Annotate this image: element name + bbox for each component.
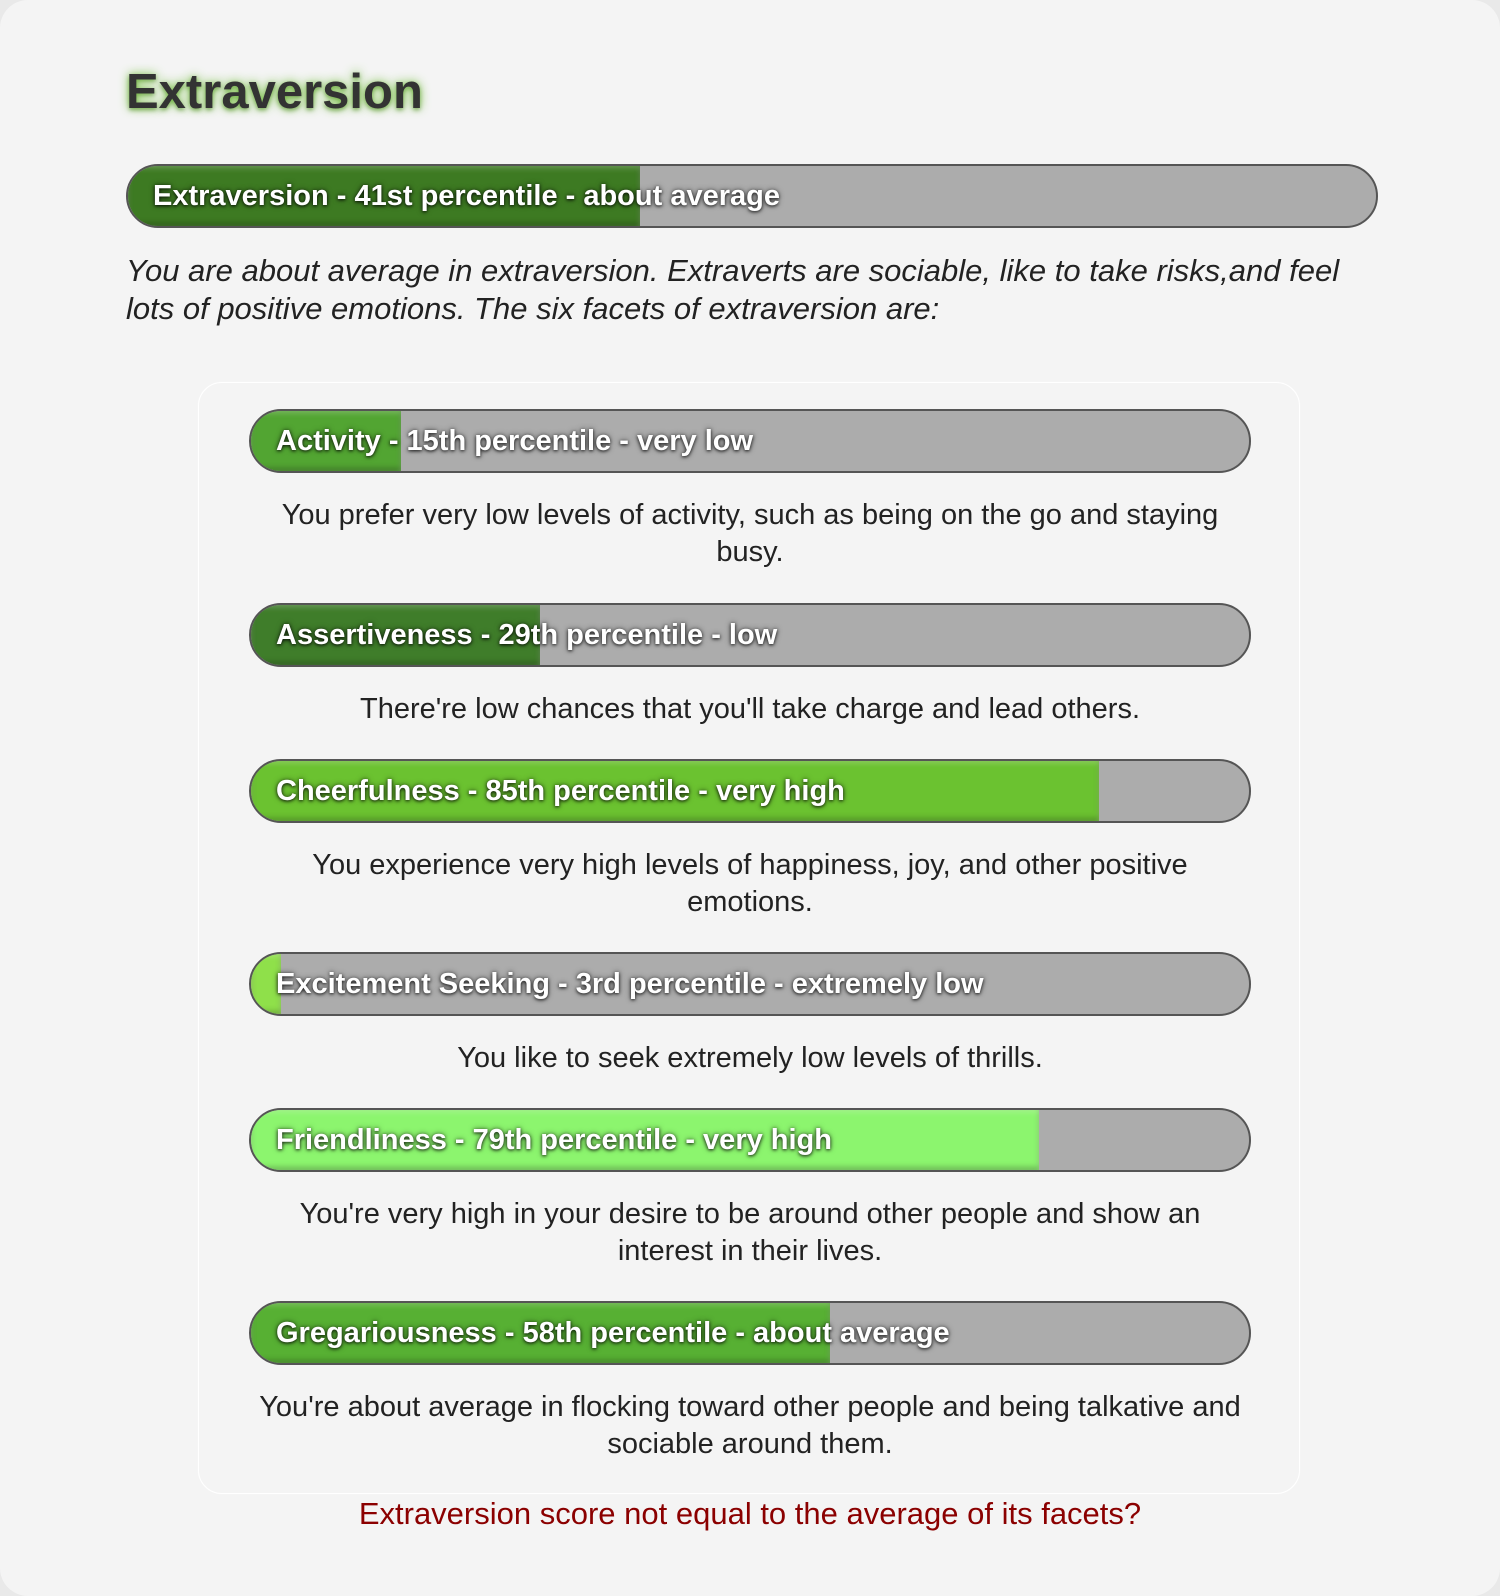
facet-excitement-seeking bbox=[249, 952, 1251, 1077]
facet-bar-label: Assertiveness - 29th percentile - low bbox=[276, 618, 778, 651]
facet-description: You're about average in flocking toward other people and being talkative and sociable around them. bbox=[259, 1391, 1241, 1460]
trait-percentile-label: Extraversion - 41st percentile - about average bbox=[153, 179, 780, 212]
facet-cheerfulness bbox=[249, 759, 1251, 921]
facet-bar bbox=[249, 603, 1251, 667]
facet-friendliness bbox=[249, 1108, 1251, 1270]
facet-gregariousness bbox=[249, 1301, 1251, 1463]
facet-bar-label: Friendliness - 79th percentile - very high bbox=[276, 1123, 832, 1156]
facet-bar bbox=[249, 1301, 1251, 1365]
page-title: Extraversion bbox=[126, 65, 423, 119]
facet-activity bbox=[249, 409, 1251, 571]
facet-assertiveness bbox=[249, 603, 1251, 728]
facet-bar bbox=[249, 1108, 1251, 1172]
facet-bar bbox=[249, 409, 1251, 473]
facet-bar-label: Gregariousness - 58th percentile - about average bbox=[276, 1316, 950, 1349]
trait-description: You are about average in extraversion. Extraverts are sociable, like to take risks,and feel lots of positive emotions. The six facets of extraversion are: bbox=[126, 253, 1340, 326]
trait-section bbox=[126, 60, 1378, 328]
facet-bar-label: Excitement Seeking - 3rd percentile - extremely low bbox=[276, 967, 984, 1000]
facets-panel bbox=[198, 382, 1300, 1494]
facet-bar bbox=[249, 952, 1251, 1016]
trait-percentile-bar bbox=[126, 164, 1378, 228]
facet-bar-label: Cheerfulness - 85th percentile - very high bbox=[276, 774, 845, 807]
facet-description: You like to seek extremely low levels of thrills. bbox=[457, 1042, 1043, 1074]
facet-description: You're very high in your desire to be around other people and show an interest in their lives. bbox=[299, 1198, 1201, 1267]
facet-description: You prefer very low levels of activity, such as being on the go and staying busy. bbox=[281, 499, 1219, 568]
facet-average-info-link[interactable]: Extraversion score not equal to the average of its facets? bbox=[358, 1496, 1142, 1531]
facet-bar bbox=[249, 759, 1251, 823]
facet-description: There're low chances that you'll take charge and lead others. bbox=[359, 693, 1141, 725]
facet-description: You experience very high levels of happiness, joy, and other positive emotions. bbox=[312, 849, 1188, 918]
facet-bar-label: Activity - 15th percentile - very low bbox=[276, 424, 754, 457]
